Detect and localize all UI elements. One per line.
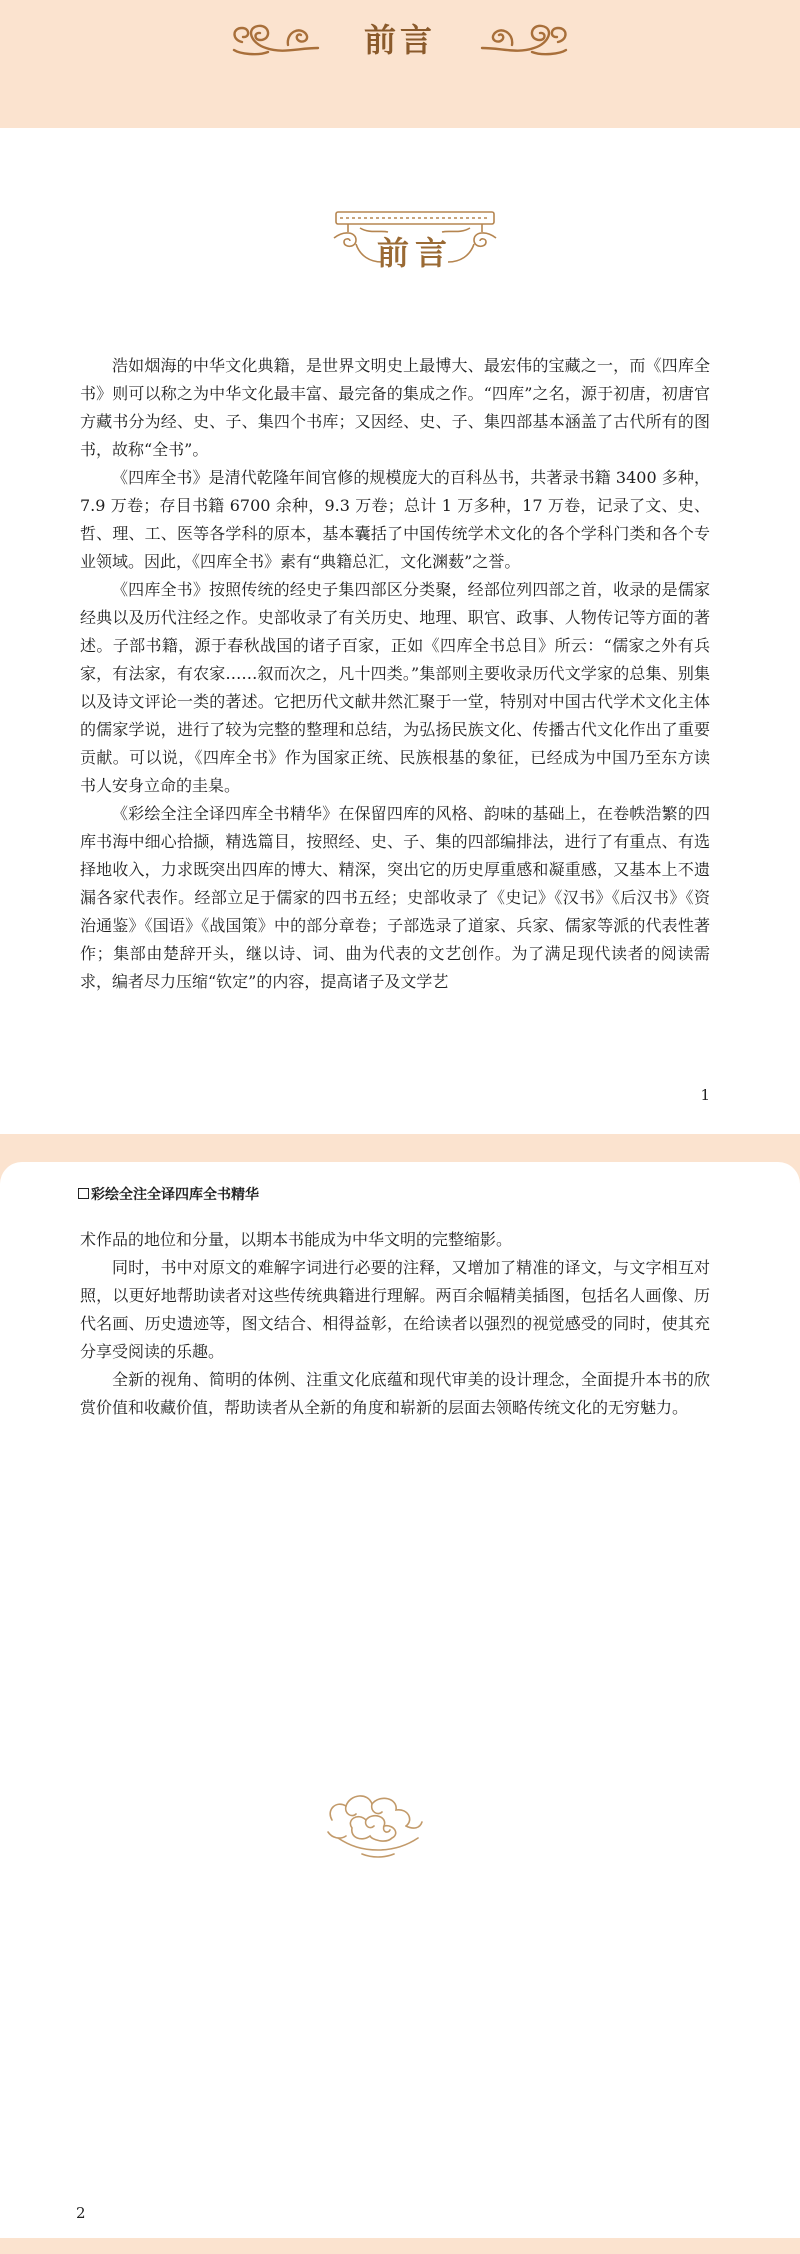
running-head-text: 彩绘全注全译四库全书精华 (91, 1187, 259, 1203)
paragraph: 《四库全书》按照传统的经史子集四部区分类聚，经部位列四部之首，收录的是儒家经典以及历代注经之作。史部收录了有关历史、地理、职官、政事、人物传记等方面的著述。子部书籍，源于春秋战国的诸子百家，正如《四库全书总目》所云：“儒家之外有兵家，有法家，有农家……叙而次之，凡十四类。”集部则主要收录历代文学家的总集、别集以及诗文评论一类的著述。它把历代文献井然汇聚于一堂，特别对中国古代学术文化主体的儒家学说，进行了较为完整的整理和总结，为弘扬民族文化、传播古代文化作出了重要贡献。可以说，《四库全书》作为国家正统、民族根基的象征，已经成为中国乃至东方读书人安身立命的圭臬。 (80, 580, 710, 795)
paragraph-continuation: 术作品的地位和分量，以期本书能成为中华文明的完整缩影。 (80, 1230, 513, 1249)
header-band (0, 0, 800, 128)
paragraph: 《四库全书》是清代乾隆年间官修的规模庞大的百科丛书，共著录书籍 3400 多种，7.9 万卷；存目书籍 6700 余种，9.3 万卷；总计 1 万多种，17 万卷，记录了文、史、哲、理、工、医等各学科的原本，基本囊括了中国传统学术文化的各个学科门类和各个专业领域。因此，《四库全书》素有“典籍总汇，文化渊薮”之誉。 (80, 468, 710, 571)
paragraph: 《彩绘全注全译四库全书精华》在保留四库的风格、韵味的基础上，在卷帙浩繁的四库书海中细心拾撷，精选篇目，按照经、史、子、集的四部编排法，进行了有重点、有选择地收入，力求既突出四库的博大、精深，突出它的历史厚重感和凝重感，又基本上不遗漏各家代表作。经部立足于儒家的四书五经；史部收录了《史记》《汉书》《后汉书》《资治通鉴》《国语》《战国策》中的部分章卷；子部选录了道家、兵家、儒家等派的代表性著作；集部由楚辞开头，继以诗、词、曲为代表的文艺创作。为了满足现代读者的阅读需求，编者尽力压缩“钦定”的内容，提高诸子及文学艺 (80, 804, 710, 991)
page-two (0, 1162, 800, 2238)
paragraph: 同时，书中对原文的难解字词进行必要的注释，又增加了精准的译文，与文字相互对照，以更好地帮助读者对这些传统典籍进行理解。两百余幅精美插图，包括名人画像、历代名画、历史遗迹等，图文结合、相得益彰，在给读者以强烈的视觉感受的同时，使其充分享受阅读的乐趣。 (80, 1258, 710, 1361)
preface-body (80, 352, 710, 996)
page-number: 1 (700, 1086, 710, 1104)
header-title: 前言 (363, 21, 436, 59)
page-number: 2 (76, 2204, 86, 2222)
cloud-scroll-icon (478, 18, 572, 58)
page-one (0, 128, 800, 1134)
paragraph: 浩如烟海的中华文化典籍，是世界文明史上最博大、最宏伟的宝藏之一，而《四库全书》则可以称之为中华文化最丰富、最完备的集成之作。“四库”之名，源于初唐，初唐官方藏书分为经、史、子、集四个书库；又因经、史、子、集四部基本涵盖了古代所有的图书，故称“全书”。 (80, 356, 710, 459)
running-head (78, 1184, 259, 1204)
square-bullet-icon (78, 1188, 89, 1199)
paragraph: 全新的视角、简明的体例、注重文化底蕴和现代审美的设计理念，全面提升本书的欣赏价值和收藏价值，帮助读者从全新的角度和崭新的层面去领略传统文化的无穷魅力。 (80, 1370, 710, 1417)
preface-body-continued (80, 1226, 710, 1422)
banner-title: 前言 (376, 234, 453, 272)
cloud-decoration-icon (322, 1780, 428, 1860)
